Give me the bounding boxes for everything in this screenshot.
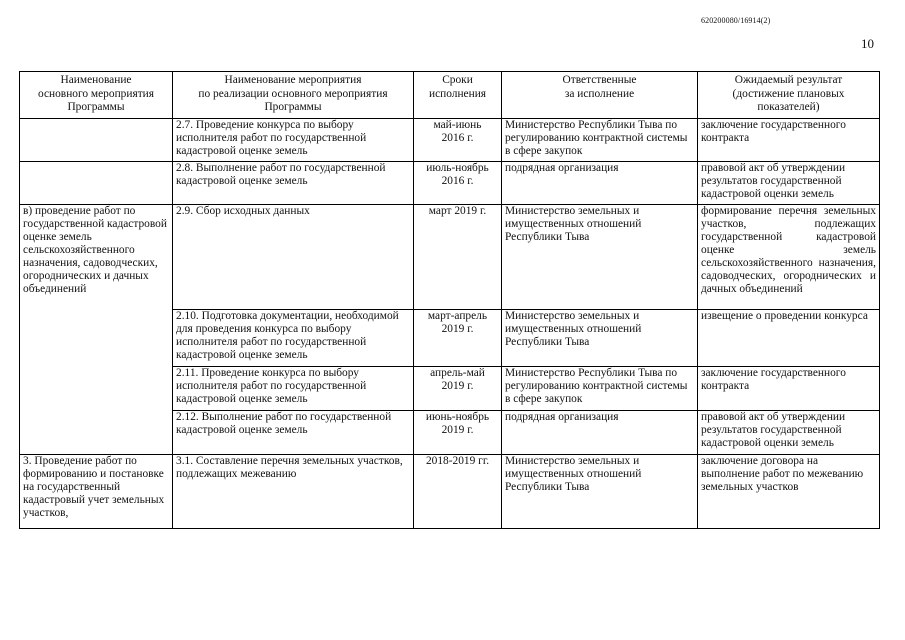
- responsible-cell: подрядная организация: [502, 162, 698, 205]
- responsible-cell: Министерство земельных и имущественных отношений Республики Тыва: [502, 310, 698, 367]
- period-cell: июль-ноябрь 2016 г.: [414, 162, 502, 205]
- result-cell: формирование перечня земельных участков, подлежащих государственной кадастровой оценке земель сельскохозяйственного назначения, садоводческих, огороднических и дачных объединений: [698, 205, 880, 310]
- responsible-cell: Министерство земельных и имущественных отношений Республики Тыва: [502, 455, 698, 529]
- responsible-cell: Министерство Республики Тыва по регулированию контрактной системы в сфере закупок: [502, 119, 698, 162]
- measure-cell: 2.7. Проведение конкурса по выбору исполнителя работ по государственной кадастровой оценке земель: [173, 119, 414, 162]
- main-activity-cell: [20, 119, 173, 162]
- result-cell: заключение договора на выполнение работ по межеванию земельных участков: [698, 455, 880, 529]
- result-cell: заключение государственного контракта: [698, 119, 880, 162]
- result-cell: заключение государственного контракта: [698, 367, 880, 411]
- column-header-measure: Наименование мероприятия по реализации основного мероприятия Программы: [173, 72, 414, 119]
- program-table: [19, 71, 880, 529]
- column-header-period: Сроки исполнения: [414, 72, 502, 119]
- responsible-cell: подрядная организация: [502, 411, 698, 455]
- measure-cell: 2.10. Подготовка документации, необходимой для проведения конкурса по выбору исполнителя работ по государственной кадастровой оценке земель: [173, 310, 414, 367]
- responsible-cell: Министерство Республики Тыва по регулированию контрактной системы в сфере закупок: [502, 367, 698, 411]
- main-activity-cell: в) проведение работ по государственной кадастровой оценке земель сельскохозяйственного назначения, садоводческих, огороднических и дачных объединений: [20, 205, 173, 455]
- page-number: 10: [861, 36, 874, 51]
- main-activity-cell: [20, 162, 173, 205]
- period-cell: апрель-май 2019 г.: [414, 367, 502, 411]
- table-row: [20, 455, 880, 529]
- table-header-row: [20, 72, 880, 119]
- period-cell: март-апрель 2019 г.: [414, 310, 502, 367]
- table-body: [20, 119, 880, 529]
- measure-cell: 2.12. Выполнение работ по государственной кадастровой оценке земель: [173, 411, 414, 455]
- period-cell: май-июнь 2016 г.: [414, 119, 502, 162]
- column-header-result: Ожидаемый результат (достижение плановых показателей): [698, 72, 880, 119]
- period-cell: 2018-2019 гг.: [414, 455, 502, 529]
- measure-cell: 2.9. Сбор исходных данных: [173, 205, 414, 310]
- responsible-cell: Министерство земельных и имущественных отношений Республики Тыва: [502, 205, 698, 310]
- table-row: [20, 119, 880, 162]
- measure-cell: 3.1. Составление перечня земельных участков, подлежащих межеванию: [173, 455, 414, 529]
- result-cell: извещение о проведении конкурса: [698, 310, 880, 367]
- period-cell: март 2019 г.: [414, 205, 502, 310]
- period-cell: июнь-ноябрь 2019 г.: [414, 411, 502, 455]
- table-row: [20, 205, 880, 310]
- column-header-responsible: Ответственные за исполнение: [502, 72, 698, 119]
- measure-cell: 2.11. Проведение конкурса по выбору исполнителя работ по государственной кадастровой оценке земель: [173, 367, 414, 411]
- result-cell: правовой акт об утверждении результатов государственной кадастровой оценки земель: [698, 411, 880, 455]
- column-header-main-activity: Наименование основного мероприятия Программы: [20, 72, 173, 119]
- main-activity-cell: 3. Проведение работ по формированию и постановке на государственный кадастровый учет земельных участков,: [20, 455, 173, 529]
- result-cell: правовой акт об утверждении результатов государственной кадастровой оценки земель: [698, 162, 880, 205]
- table-row: [20, 162, 880, 205]
- measure-cell: 2.8. Выполнение работ по государственной кадастровой оценке земель: [173, 162, 414, 205]
- document-id: 620200080/16914(2): [701, 16, 771, 25]
